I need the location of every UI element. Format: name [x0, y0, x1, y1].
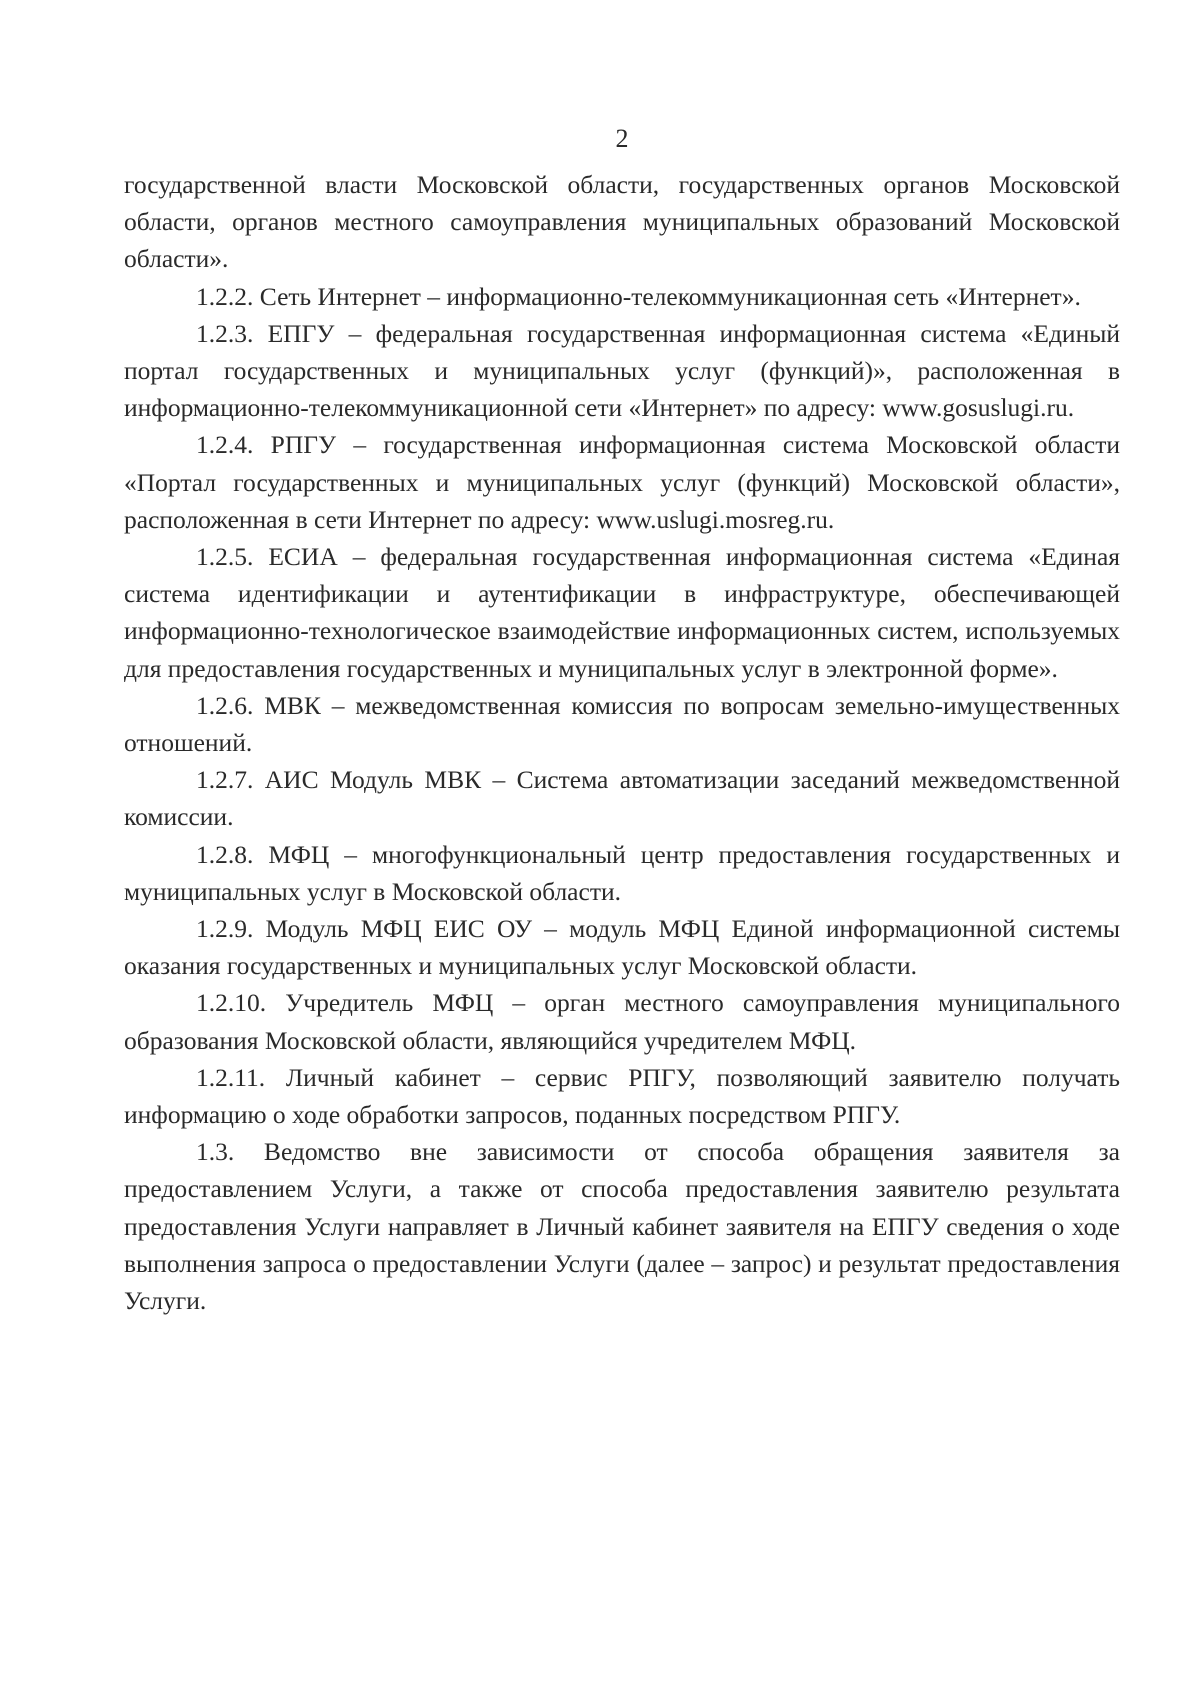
- paragraph-1-2-3: 1.2.3. ЕПГУ – федеральная государственная информационная система «Единый портал государственных и муниципальных услуг (функций)», расположенная в информационно-телекоммуникационной сети «Интернет» по адресу: www.gosuslugi.ru.: [124, 318, 1120, 423]
- paragraph-1-2-5: 1.2.5. ЕСИА – федеральная государственная информационная система «Единая система идентификации и аутентификации в инфраструктуре, обеспечивающей информационно-технологическое взаимодействие информационных систем, используемых для предоставления государственных и муниципальных услуг в электронной форме».: [124, 542, 1120, 683]
- paragraph-1-2-9: 1.2.9. Модуль МФЦ ЕИС ОУ – модуль МФЦ Единой информационной системы оказания государственных и муниципальных услуг Московской области.: [124, 914, 1120, 981]
- paragraph-1-2-6: 1.2.6. МВК – межведомственная комиссия по вопросам земельно-имущественных отношений.: [124, 690, 1120, 758]
- document-page: [124, 120, 1120, 1319]
- paragraph-1-2-2: 1.2.2. Сеть Интернет – информационно-телекоммуникационная сеть «Интернет».: [196, 281, 1081, 311]
- page-number: 2: [615, 124, 629, 153]
- paragraph-1-2-10: 1.2.10. Учредитель МФЦ – орган местного самоуправления муниципального образования Московской области, являющийся учредителем МФЦ.: [124, 988, 1120, 1055]
- paragraph-1-2-4: 1.2.4. РПГУ – государственная информационная система Московской области «Портал государственных и муниципальных услуг (функций) Московской области», расположенная в сети Интернет по адресу: www.uslugi.mosreg.ru.: [124, 430, 1120, 534]
- paragraph-1-2-7: 1.2.7. АИС Модуль МВК – Система автоматизации заседаний межведомственной комиссии.: [124, 765, 1120, 832]
- paragraph-continuation: государственной власти Московской области, государственных органов Московской области, органов местного самоуправления муниципальных образований Московской области».: [124, 170, 1120, 274]
- paragraph-1-2-11: 1.2.11. Личный кабинет – сервис РПГУ, позволяющий заявителю получать информацию о ходе обработки запросов, поданных посредством РПГУ.: [124, 1062, 1120, 1130]
- paragraph-1-3: 1.3. Ведомство вне зависимости от способа обращения заявителя за предоставлением Услуги, а также от способа предоставления заявителю результата предоставления Услуги направляет в Личный кабинет заявителя на ЕПГУ сведения о ходе выполнения запроса о предоставлении Услуги (далее – запрос) и результат предоставления Услуги.: [124, 1137, 1120, 1316]
- paragraph-1-2-8: 1.2.8. МФЦ – многофункциональный центр предоставления государственных и муниципальных услуг в Московской области.: [124, 839, 1120, 906]
